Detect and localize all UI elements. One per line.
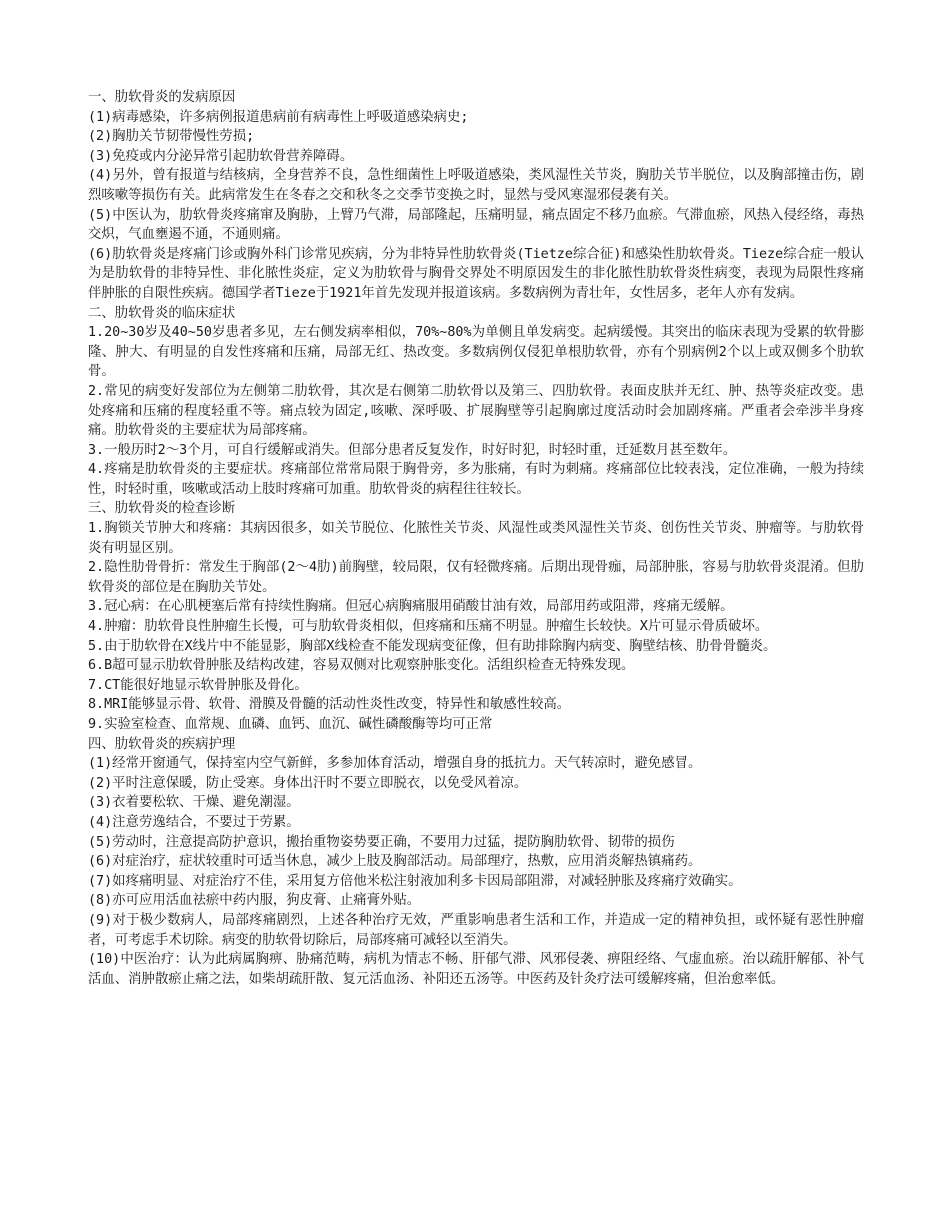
paragraph: 3.冠心病：在心肌梗塞后常有持续性胸痛。但冠心病胸痛服用硝酸甘油有效，局部用药或阻滞，疼痛无缓解。 xyxy=(88,599,734,615)
paragraph: (6)肋软骨炎是疼痛门诊或胸外科门诊常见疾病，分为非特异性肋软骨炎(Tietze综合征)和感染性肋软骨炎。Tieze综合症一般认为是肋软骨的非特异性、非化脓性炎症，定义为肋软骨与胸骨交界处不明原因发生的非化脓性肋软骨炎性病变，表现为局限性疼痛伴肿胀的自限性疾病。德国学者Tieze于1921年首先发现并报道该病。多数病例为青壮年，女性居多，老年人亦有发病。 xyxy=(88,246,864,301)
section-heading-care: 四、肋软骨炎的疾病护理 xyxy=(88,736,236,752)
paragraph: (3)免疫或内分泌异常引起肋软骨营养障碍。 xyxy=(88,148,354,164)
paragraph: 5.由于肋软骨在X线片中不能显影，胸部X线检查不能发现病变征像，但有助排除胸内病变、胸壁结核、肋骨骨髓炎。 xyxy=(88,638,777,654)
paragraph: 2.隐性肋骨骨折：常发生于胸部(2～4肋)前胸壁，较局限，仅有轻微疼痛。后期出现骨痂，局部肿胀，容易与肋软骨炎混淆。但肋软骨炎的部位是在胸肋关节处。 xyxy=(88,560,864,595)
paragraph: (10)中医治疗：认为此病属胸痹、胁痛范畴，病机为情志不畅、肝郁气滞、风邪侵袭、痹阻经络、气虚血瘀。治以疏肝解郁、补气活血、消肿散瘀止痛之法，如柴胡疏肝散、复元活血汤、补阳还五汤等。中医药及针灸疗法可缓解疼痛，但治愈率低。 xyxy=(88,952,864,987)
paragraph: (2)胸肋关节韧带慢性劳损; xyxy=(88,129,255,145)
paragraph: (4)另外，曾有报道与结核病，全身营养不良，急性细菌性上呼吸道感染，类风湿性关节炎，胸肋关节半脱位，以及胸部撞击伤，剧烈咳嗽等损伤有关。此病常发生在冬春之交和秋冬之交季节变换之时，显然与受风寒湿邪侵袭有关。 xyxy=(88,168,864,203)
paragraph: 1.胸锁关节肿大和疼痛：其病因很多，如关节脱位、化脓性关节炎、风湿性或类风湿性关节炎、创伤性关节炎、肿瘤等。与肋软骨炎有明显区别。 xyxy=(88,521,864,556)
paragraph: 6.B超可显示肋软骨肿胀及结构改建，容易双侧对比观察肿胀变化。活组织检查无特殊发现。 xyxy=(88,658,635,674)
paragraph: (6)对症治疗，症状较重时可适当休息，减少上肢及胸部活动。局部理疗，热敷，应用消炎解热镇痛药。 xyxy=(88,854,702,870)
paragraph: 9.实验室检查、血常规、血磷、血钙、血沉、碱性磷酸酶等均可正常 xyxy=(88,717,493,732)
paragraph: 8.MRI能够显示骨、软骨、滑膜及骨髓的活动性炎性改变，特异性和敏感性较高。 xyxy=(88,697,571,713)
paragraph: 3.一般历时2～3个月，可自行缓解或消失。但部分患者反复发作，时好时犯，时轻时重，迁延数月甚至数年。 xyxy=(88,442,737,458)
paragraph: (8)亦可应用活血祛瘀中药内服，狗皮膏、止痛膏外贴。 xyxy=(88,893,421,909)
paragraph: (1)病毒感染，许多病例报道患病前有病毒性上呼吸道感染病史; xyxy=(88,109,469,125)
paragraph: (7)如疼痛明显、对症治疗不佳，采用复方倍他米松注射液加利多卡因局部阻滞，对减轻肿胀及疼痛疗效确实。 xyxy=(88,873,742,889)
paragraph: (4)注意劳逸结合，不要过于劳累。 xyxy=(88,814,300,830)
paragraph: 4.肿瘤：肋软骨良性肿瘤生长慢，可与肋软骨炎相似，但疼痛和压痛不明显。肿瘤生长较快。X片可显示骨质破坏。 xyxy=(88,619,769,635)
paragraph: (5)劳动时，注意提高防护意识，搬抬重物姿势要正确，不要用力过猛，提防胸肋软骨、韧带的损伤 xyxy=(88,834,675,850)
section-heading-causes: 一、肋软骨炎的发病原因 xyxy=(88,90,236,105)
paragraph: (9)对于极少数病人，局部疼痛剧烈，上述各种治疗无效，严重影响患者生活和工作，并造成一定的精神负担，或怀疑有恶性肿瘤者，可考虑手术切除。病变的肋软骨切除后，局部疼痛可减轻以至消失。 xyxy=(88,912,864,948)
paragraph: 2.常见的病变好发部位为左侧第二肋软骨，其次是右侧第二肋软骨以及第三、四肋软骨。表面皮肤并无红、肿、热等炎症改变。患处疼痛和压痛的程度轻重不等。痛点较为固定,咳嗽、深呼吸、扩展胸壁等引起胸廓过度活动时会加剧疼痛。严重者会牵涉半身疼痛。肋软骨炎的主要症状为局部疼痛。 xyxy=(88,383,864,439)
document-page xyxy=(88,88,864,989)
paragraph: (2)平时注意保暖，防止受寒。身体出汗时不要立即脱衣，以免受风着凉。 xyxy=(88,775,528,791)
section-heading-symptoms: 二、肋软骨炎的临床症状 xyxy=(88,305,236,321)
paragraph: (1)经常开窗通气，保持室内空气新鲜，多参加体育活动，增强自身的抵抗力。天气转凉时，避免感冒。 xyxy=(88,756,702,772)
paragraph: (5)中医认为，肋软骨炎疼痛窜及胸胁，上臂乃气滞，局部隆起，压痛明显，痛点固定不移乃血瘀。气滞血瘀，风热入侵经络，毒热交炽，气血壅遏不通，不通则痛。 xyxy=(88,207,864,243)
paragraph: 4.疼痛是肋软骨炎的主要症状。疼痛部位常常局限于胸骨旁，多为胀痛，有时为刺痛。疼痛部位比较表浅，定位准确，一般为持续性，时轻时重，咳嗽或活动上肢时疼痛可加重。肋软骨炎的病程往往较长。 xyxy=(88,462,864,497)
paragraph: 1.20~30岁及40~50岁患者多见，左右侧发病率相似，70%~80%为单侧且单发病变。起病缓慢。其突出的临床表现为受累的软骨膨隆、肿大、有明显的自发性疼痛和压痛，局部无红、热改变。多数病例仅侵犯单根肋软骨，亦有个别病例2个以上或双侧多个肋软骨。 xyxy=(88,325,864,380)
paragraph: 7.CT能很好地显示软骨肿胀及骨化。 xyxy=(88,677,308,693)
paragraph: (3)衣着要松软、干燥、避免潮湿。 xyxy=(88,795,300,811)
section-heading-diagnosis: 三、肋软骨炎的检查诊断 xyxy=(88,501,236,517)
